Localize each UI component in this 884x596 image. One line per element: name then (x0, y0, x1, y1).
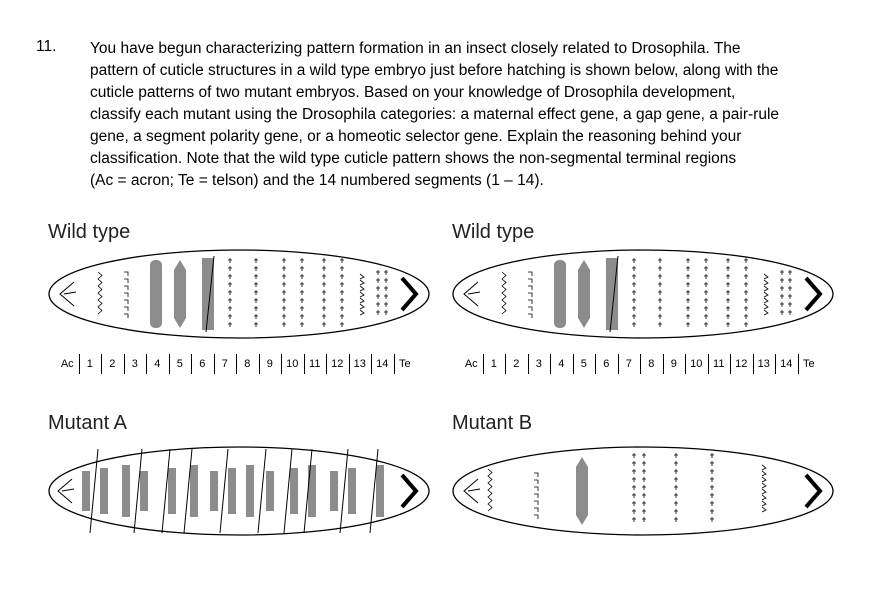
cuticle-band (576, 457, 588, 525)
segment-label: 11 (713, 358, 725, 370)
cuticle-band (168, 468, 176, 514)
denticle-tick-mark (674, 453, 678, 522)
segment-divider (775, 354, 776, 374)
cuticle-band (174, 260, 186, 328)
denticle-tick-mark (642, 453, 646, 522)
segment-label: 10 (286, 358, 299, 370)
cuticle-band (376, 465, 384, 517)
denticle-tick-mark (632, 453, 636, 522)
denticle-tick-mark (788, 270, 792, 315)
denticle-tick-mark (780, 270, 784, 315)
segment-label: 13 (757, 358, 770, 370)
embryo-outline (49, 250, 429, 338)
denticle-arrow-mark (764, 274, 768, 315)
cuticle-band (210, 471, 218, 511)
question-line: pattern of cuticle structures in a wild type embryo just before hatching is shown below, along with the (90, 62, 779, 79)
segment-label: 13 (353, 358, 366, 370)
segment-label: 10 (690, 358, 703, 370)
cuticle-band (266, 471, 274, 511)
cuticle-band (82, 471, 90, 511)
question-line: cuticle patterns of two mutant embryos. Based on your knowledge of Drosophila development, (90, 84, 736, 101)
segment-divider (304, 354, 305, 374)
segment-label: 14 (376, 358, 389, 370)
cuticle-band (578, 260, 590, 328)
segment-label: 5 (176, 358, 183, 370)
denticle-tick-mark (658, 258, 662, 327)
question-line: You have begun characterizing pattern formation in an insect closely related to Drosophila. The (90, 40, 741, 57)
denticle-tick-mark (322, 258, 326, 327)
segment-label: 12 (735, 358, 748, 370)
segment-divider (595, 354, 596, 374)
segment-label: 3 (535, 358, 542, 370)
segment-divider (798, 354, 799, 374)
segment-divider (685, 354, 686, 374)
segment-label: 8 (244, 358, 251, 370)
denticle-hook-mark (528, 272, 532, 318)
denticle-tick-mark (686, 258, 690, 327)
cuticle-band (190, 465, 198, 517)
segment-divider (124, 354, 125, 374)
segment-label: 6 (603, 358, 610, 370)
cuticle-band (554, 260, 566, 328)
segment-label: 2 (109, 358, 116, 370)
question-text (90, 38, 860, 192)
segment-divider (550, 354, 551, 374)
denticle-zigzag-mark (98, 272, 102, 314)
cuticle-band (348, 468, 356, 514)
embryo-outline (453, 447, 833, 535)
segment-label: 3 (131, 358, 138, 370)
question-line: (Ac = acron; Te = telson) and the 14 numbered segments (1 – 14). (90, 172, 544, 189)
denticle-arrow-mark (360, 274, 364, 315)
telson-mark (402, 278, 416, 310)
segment-label: 14 (780, 358, 793, 370)
head-skeleton-mark (60, 282, 76, 306)
segment-label: Te (802, 358, 815, 370)
denticle-arrow-mark (762, 465, 766, 512)
wild-type-embryo-left (44, 248, 434, 340)
cuticle-band (228, 468, 236, 514)
cuticle-band (150, 260, 162, 328)
panel-title-wild-type-left: Wild type (48, 221, 131, 243)
cuticle-band (122, 465, 130, 517)
panel-title-wild-type-right: Wild type (452, 221, 535, 243)
head-skeleton-mark (464, 282, 480, 306)
telson-mark (806, 475, 820, 507)
cuticle-band (140, 471, 148, 511)
segment-label: 9 (670, 358, 677, 370)
segment-divider (505, 354, 506, 374)
telson-mark (806, 278, 820, 310)
segment-divider (191, 354, 192, 374)
wild-type-embryo-right (448, 248, 838, 340)
segment-label: 1 (490, 358, 497, 370)
segment-label: 9 (266, 358, 273, 370)
denticle-tick-mark (228, 258, 232, 327)
denticle-tick-mark (282, 258, 286, 327)
cuticle-band (308, 465, 316, 517)
segment-label: 4 (558, 358, 565, 370)
denticle-tick-mark (710, 453, 714, 522)
segment-label: Te (398, 358, 411, 370)
segment-divider (326, 354, 327, 374)
segment-label: 4 (154, 358, 161, 370)
segment-divider (349, 354, 350, 374)
segment-divider (573, 354, 574, 374)
denticle-zigzag-mark (502, 272, 506, 314)
head-skeleton-mark (464, 479, 480, 503)
question-line: classification. Note that the wild type cuticle pattern shows the non-segmental terminal regions (90, 150, 737, 167)
segment-divider (483, 354, 484, 374)
cuticle-band (290, 468, 298, 514)
denticle-tick-mark (340, 258, 344, 327)
segment-label: 1 (86, 358, 93, 370)
denticle-tick-mark (300, 258, 304, 327)
segment-label: 5 (580, 358, 587, 370)
denticle-tick-mark (254, 258, 258, 327)
segment-divider (618, 354, 619, 374)
segment-divider (753, 354, 754, 374)
segment-label: 7 (625, 358, 632, 370)
head-skeleton-mark (58, 479, 74, 503)
segment-label: Ac (60, 358, 74, 370)
divider-line (340, 449, 348, 533)
denticle-tick-mark (632, 258, 636, 327)
denticle-tick-mark (726, 258, 730, 327)
denticle-tick-mark (704, 258, 708, 327)
segment-divider (79, 354, 80, 374)
mutant-a-embryo (44, 445, 434, 537)
question-number: 11. (36, 38, 57, 55)
denticle-hook-mark (534, 473, 538, 519)
segment-label: 7 (221, 358, 228, 370)
mutant-b-embryo (448, 445, 838, 537)
denticle-zigzag-mark (488, 469, 492, 511)
segment-divider (371, 354, 372, 374)
segment-label-row-right (460, 352, 820, 378)
segment-divider (528, 354, 529, 374)
segment-divider (236, 354, 237, 374)
panel-title-mutant-a: Mutant A (48, 412, 127, 434)
denticle-tick-mark (744, 258, 748, 327)
segment-label: 2 (513, 358, 520, 370)
divider-line (258, 449, 266, 533)
segment-label-row-left (56, 352, 416, 378)
segment-label: 6 (199, 358, 206, 370)
segment-divider (663, 354, 664, 374)
segment-divider (146, 354, 147, 374)
segment-divider (730, 354, 731, 374)
segment-label: Ac (464, 358, 478, 370)
segment-divider (214, 354, 215, 374)
segment-divider (281, 354, 282, 374)
divider-line (220, 449, 228, 533)
cuticle-band (330, 471, 338, 511)
segment-label: 8 (648, 358, 655, 370)
segment-divider (101, 354, 102, 374)
segment-divider (708, 354, 709, 374)
question-line: classify each mutant using the Drosophila categories: a maternal effect gene, a gap gene, a pair-rule (90, 106, 780, 123)
cuticle-band (246, 465, 254, 517)
denticle-hook-mark (124, 272, 128, 318)
cuticle-band (100, 468, 108, 514)
segment-divider (169, 354, 170, 374)
segment-divider (394, 354, 395, 374)
segment-divider (259, 354, 260, 374)
segment-label: 11 (309, 358, 321, 370)
telson-mark (402, 475, 416, 507)
denticle-tick-mark (376, 270, 380, 315)
question-line: gene, a segment polarity gene, or a homeotic selector gene. Explain the reasoning behind your (90, 128, 742, 145)
segment-divider (640, 354, 641, 374)
embryo-outline (453, 250, 833, 338)
segment-label: 12 (331, 358, 344, 370)
panel-title-mutant-b: Mutant B (452, 412, 533, 434)
denticle-tick-mark (384, 270, 388, 315)
